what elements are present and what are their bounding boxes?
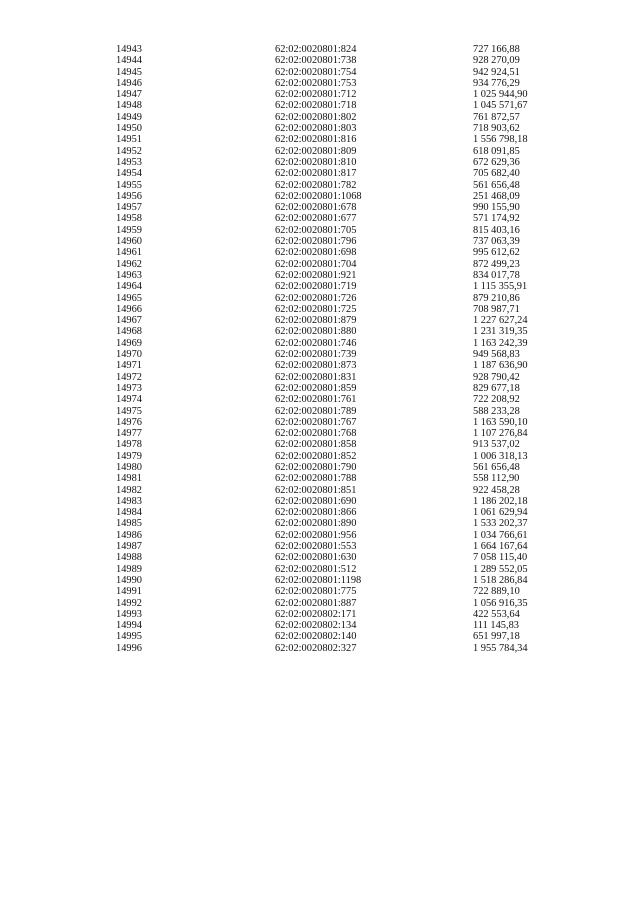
cadastral-value: 422 553,64 — [473, 608, 520, 620]
row-number: 14947 — [116, 89, 142, 101]
cadastral-value: 1 187 636,90 — [473, 360, 528, 372]
cadastral-value: 872 499,23 — [473, 258, 520, 270]
table-row — [0, 541, 640, 552]
cadastral-value: 834 017,78 — [473, 269, 520, 281]
cadastral-value: 672 629,36 — [473, 156, 520, 168]
cadastral-value: 111 145,83 — [473, 620, 519, 632]
table-row — [0, 293, 640, 304]
cadastral-value: 1 955 784,34 — [473, 642, 528, 654]
table-row — [0, 473, 640, 484]
cadastral-value: 913 537,02 — [473, 439, 520, 451]
row-number: 14987 — [116, 541, 142, 553]
table-row — [0, 89, 640, 100]
cadastral-value: 928 270,09 — [473, 55, 520, 67]
cadastral-value: 1 006 318,13 — [473, 450, 528, 462]
row-number: 14988 — [116, 552, 142, 564]
row-number: 14977 — [116, 428, 142, 440]
cadastral-number: 62:02:0020801:738 — [275, 55, 357, 67]
cadastral-value: 561 656,48 — [473, 461, 520, 473]
table-row — [0, 439, 640, 450]
row-number: 14975 — [116, 405, 142, 417]
cadastral-value: 942 924,51 — [473, 66, 520, 78]
table-row — [0, 575, 640, 586]
cadastral-value: 1 056 916,35 — [473, 597, 528, 609]
cadastral-number: 62:02:0020801:880 — [275, 326, 357, 338]
cadastral-number: 62:02:0020802:327 — [275, 642, 357, 654]
table-row — [0, 315, 640, 326]
row-number: 14972 — [116, 371, 142, 383]
row-number: 14984 — [116, 507, 142, 519]
cadastral-number: 62:02:0020801:816 — [275, 134, 357, 146]
cadastral-number: 62:02:0020801:890 — [275, 518, 357, 530]
cadastral-value: 1 664 167,64 — [473, 541, 528, 553]
cadastral-value: 1 163 242,39 — [473, 337, 528, 349]
table-row — [0, 304, 640, 315]
row-number: 14996 — [116, 642, 142, 654]
cadastral-number: 62:02:0020801:802 — [275, 111, 357, 123]
cadastral-number: 62:02:0020801:790 — [275, 461, 357, 473]
cadastral-value: 761 872,57 — [473, 111, 520, 123]
cadastral-number: 62:02:0020801:767 — [275, 416, 357, 428]
cadastral-value: 722 889,10 — [473, 586, 520, 598]
cadastral-value: 1 107 276,84 — [473, 428, 528, 440]
table-row — [0, 146, 640, 157]
row-number: 14974 — [116, 394, 142, 406]
cadastral-number: 62:02:0020801:789 — [275, 405, 357, 417]
row-number: 14995 — [116, 631, 142, 643]
cadastral-value: 1 227 627,24 — [473, 315, 528, 327]
table-row — [0, 270, 640, 281]
document-table — [0, 44, 640, 654]
table-row — [0, 394, 640, 405]
cadastral-number: 62:02:0020801:725 — [275, 303, 357, 315]
cadastral-value: 722 208,92 — [473, 394, 520, 406]
row-number: 14978 — [116, 439, 142, 451]
cadastral-number: 62:02:0020801:782 — [275, 179, 357, 191]
table-row — [0, 485, 640, 496]
row-number: 14946 — [116, 77, 142, 89]
row-number: 14992 — [116, 597, 142, 609]
table-row — [0, 462, 640, 473]
cadastral-number: 62:02:0020801:859 — [275, 382, 357, 394]
row-number: 14982 — [116, 484, 142, 496]
cadastral-value: 995 612,62 — [473, 247, 520, 259]
cadastral-value: 829 677,18 — [473, 382, 520, 394]
row-number: 14952 — [116, 145, 142, 157]
cadastral-value: 949 568,83 — [473, 349, 520, 361]
row-number: 14958 — [116, 213, 142, 225]
cadastral-number: 62:02:0020801:1198 — [275, 574, 362, 586]
table-row — [0, 598, 640, 609]
table-row — [0, 247, 640, 258]
table-row — [0, 383, 640, 394]
row-number: 14945 — [116, 66, 142, 78]
row-number: 14959 — [116, 224, 142, 236]
cadastral-number: 62:02:0020801:810 — [275, 156, 357, 168]
row-number: 14948 — [116, 100, 142, 112]
table-row — [0, 236, 640, 247]
cadastral-number: 62:02:0020801:873 — [275, 360, 357, 372]
row-number: 14966 — [116, 303, 142, 315]
row-number: 14979 — [116, 450, 142, 462]
table-row — [0, 78, 640, 89]
cadastral-value: 651 997,18 — [473, 631, 520, 643]
row-number: 14960 — [116, 236, 142, 248]
table-row — [0, 530, 640, 541]
row-number: 14965 — [116, 292, 142, 304]
cadastral-number: 62:02:0020801:753 — [275, 77, 357, 89]
cadastral-value: 571 174,92 — [473, 213, 520, 225]
table-row — [0, 281, 640, 292]
cadastral-value: 737 063,39 — [473, 236, 520, 248]
table-row — [0, 552, 640, 563]
row-number: 14949 — [116, 111, 142, 123]
table-row — [0, 620, 640, 631]
cadastral-value: 922 458,28 — [473, 484, 520, 496]
cadastral-number: 62:02:0020801:719 — [275, 281, 357, 293]
cadastral-number: 62:02:0020801:852 — [275, 450, 357, 462]
table-row — [0, 123, 640, 134]
row-number: 14973 — [116, 382, 142, 394]
table-row — [0, 451, 640, 462]
cadastral-number: 62:02:0020801:704 — [275, 258, 357, 270]
cadastral-value: 1 518 286,84 — [473, 574, 528, 586]
table-row — [0, 507, 640, 518]
row-number: 14993 — [116, 608, 142, 620]
table-row — [0, 55, 640, 66]
table-row — [0, 338, 640, 349]
cadastral-value: 879 210,86 — [473, 292, 520, 304]
table-row — [0, 349, 640, 360]
cadastral-number: 62:02:0020802:134 — [275, 620, 357, 632]
cadastral-number: 62:02:0020801:796 — [275, 236, 357, 248]
cadastral-value: 705 682,40 — [473, 168, 520, 180]
row-number: 14951 — [116, 134, 142, 146]
row-number: 14986 — [116, 529, 142, 541]
cadastral-value: 990 155,90 — [473, 202, 520, 214]
row-number: 14943 — [116, 44, 142, 55]
cadastral-number: 62:02:0020801:809 — [275, 145, 357, 157]
table-row — [0, 564, 640, 575]
row-number: 14955 — [116, 179, 142, 191]
cadastral-value: 1 025 944,90 — [473, 89, 528, 101]
cadastral-value: 1 186 202,18 — [473, 495, 528, 507]
cadastral-number: 62:02:0020801:690 — [275, 495, 357, 507]
cadastral-number: 62:02:0020801:768 — [275, 428, 357, 440]
cadastral-value: 7 058 115,40 — [473, 552, 528, 564]
table-row — [0, 428, 640, 439]
table-row — [0, 417, 640, 428]
cadastral-number: 62:02:0020801:1068 — [275, 190, 362, 202]
row-number: 14950 — [116, 123, 142, 135]
table-row — [0, 360, 640, 371]
cadastral-number: 62:02:0020801:739 — [275, 349, 357, 361]
cadastral-number: 62:02:0020801:788 — [275, 473, 357, 485]
table-row — [0, 326, 640, 337]
cadastral-number: 62:02:0020801:678 — [275, 202, 357, 214]
table-row — [0, 134, 640, 145]
cadastral-value: 588 233,28 — [473, 405, 520, 417]
table-row — [0, 372, 640, 383]
table-row — [0, 112, 640, 123]
cadastral-value: 1 289 552,05 — [473, 563, 528, 575]
row-number: 14957 — [116, 202, 142, 214]
row-number: 14981 — [116, 473, 142, 485]
cadastral-value: 1 533 202,37 — [473, 518, 528, 530]
row-number: 14967 — [116, 315, 142, 327]
row-number: 14953 — [116, 156, 142, 168]
table-row — [0, 586, 640, 597]
row-number: 14961 — [116, 247, 142, 259]
row-number: 14963 — [116, 269, 142, 281]
row-number: 14968 — [116, 326, 142, 338]
cadastral-value: 558 112,90 — [473, 473, 520, 485]
cadastral-number: 62:02:0020801:858 — [275, 439, 357, 451]
cadastral-number: 62:02:0020801:698 — [275, 247, 357, 259]
cadastral-number: 62:02:0020801:803 — [275, 123, 357, 135]
cadastral-number: 62:02:0020801:512 — [275, 563, 357, 575]
row-number: 14970 — [116, 349, 142, 361]
table-row — [0, 213, 640, 224]
cadastral-number: 62:02:0020801:824 — [275, 44, 357, 55]
table-row — [0, 67, 640, 78]
row-number: 14969 — [116, 337, 142, 349]
cadastral-number: 62:02:0020801:866 — [275, 507, 357, 519]
cadastral-number: 62:02:0020801:851 — [275, 484, 357, 496]
cadastral-number: 62:02:0020801:761 — [275, 394, 357, 406]
table-row — [0, 202, 640, 213]
cadastral-value: 618 091,85 — [473, 145, 520, 157]
cadastral-value: 1 034 766,61 — [473, 529, 528, 541]
cadastral-value: 1 163 590,10 — [473, 416, 528, 428]
cadastral-number: 62:02:0020801:921 — [275, 269, 357, 281]
table-row — [0, 100, 640, 111]
cadastral-number: 62:02:0020801:831 — [275, 371, 357, 383]
table-row — [0, 180, 640, 191]
cadastral-number: 62:02:0020801:879 — [275, 315, 357, 327]
cadastral-number: 62:02:0020801:677 — [275, 213, 357, 225]
cadastral-number: 62:02:0020801:712 — [275, 89, 357, 101]
row-number: 14976 — [116, 416, 142, 428]
table-row — [0, 225, 640, 236]
row-number: 14954 — [116, 168, 142, 180]
cadastral-number: 62:02:0020801:630 — [275, 552, 357, 564]
row-number: 14944 — [116, 55, 142, 67]
table-row — [0, 168, 640, 179]
cadastral-value: 708 987,71 — [473, 303, 520, 315]
cadastral-value: 928 790,42 — [473, 371, 520, 383]
cadastral-number: 62:02:0020801:726 — [275, 292, 357, 304]
table-row — [0, 631, 640, 642]
cadastral-number: 62:02:0020801:775 — [275, 586, 357, 598]
cadastral-value: 1 231 319,35 — [473, 326, 528, 338]
row-number: 14983 — [116, 495, 142, 507]
row-number: 14989 — [116, 563, 142, 575]
cadastral-value: 1 045 571,67 — [473, 100, 528, 112]
cadastral-number: 62:02:0020801:718 — [275, 100, 357, 112]
cadastral-value: 251 468,09 — [473, 190, 520, 202]
cadastral-number: 62:02:0020801:553 — [275, 541, 357, 553]
cadastral-value: 1 556 798,18 — [473, 134, 528, 146]
cadastral-number: 62:02:0020802:140 — [275, 631, 357, 643]
row-number: 14956 — [116, 190, 142, 202]
cadastral-value: 727 166,88 — [473, 44, 520, 55]
cadastral-number: 62:02:0020801:956 — [275, 529, 357, 541]
table-row — [0, 44, 640, 55]
cadastral-number: 62:02:0020801:705 — [275, 224, 357, 236]
table-row — [0, 259, 640, 270]
cadastral-number: 62:02:0020802:171 — [275, 608, 357, 620]
row-number: 14964 — [116, 281, 142, 293]
table-row — [0, 609, 640, 620]
cadastral-value: 934 776,29 — [473, 77, 520, 89]
table-row — [0, 496, 640, 507]
cadastral-value: 718 903,62 — [473, 123, 520, 135]
cadastral-value: 561 656,48 — [473, 179, 520, 191]
cadastral-number: 62:02:0020801:887 — [275, 597, 357, 609]
row-number: 14962 — [116, 258, 142, 270]
row-number: 14990 — [116, 574, 142, 586]
table-row — [0, 518, 640, 529]
row-number: 14994 — [116, 620, 142, 632]
cadastral-number: 62:02:0020801:817 — [275, 168, 357, 180]
table-row — [0, 157, 640, 168]
cadastral-value: 1 115 355,91 — [473, 281, 528, 293]
table-row — [0, 643, 640, 654]
cadastral-value: 1 061 629,94 — [473, 507, 528, 519]
row-number: 14991 — [116, 586, 142, 598]
cadastral-number: 62:02:0020801:746 — [275, 337, 357, 349]
table-row — [0, 406, 640, 417]
row-number: 14980 — [116, 461, 142, 473]
cadastral-value: 815 403,16 — [473, 224, 520, 236]
table-row — [0, 191, 640, 202]
row-number: 14971 — [116, 360, 142, 372]
cadastral-number: 62:02:0020801:754 — [275, 66, 357, 78]
row-number: 14985 — [116, 518, 142, 530]
